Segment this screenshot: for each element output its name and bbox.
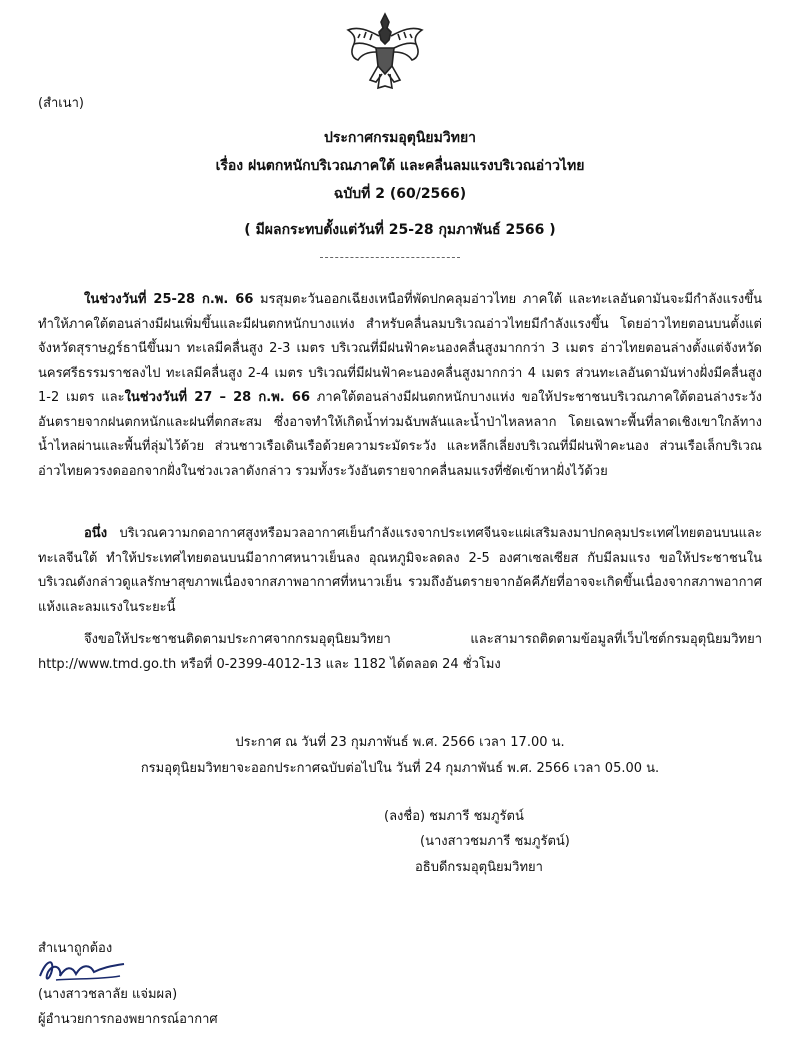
paragraph-cold-air xyxy=(38,522,762,620)
cold-air-text: บริเวณความกดอากาศสูงหรือมวลอากาศเย็นกำลังแรงจากประเทศจีนจะแผ่เสริมลงมาปกคลุมประเทศไทยตอนบนและทะเลจีนใต้ ทำให้ประเทศไทยตอนบนมีอากาศหนาวเย็นลง อุณหภูมิจะลดลง 2-5 องศาเซลเซียส กับมีลมแรง ขอให้ประชาชนในบริเวณดังกล่าวดูแลรักษาสุขภาพเนื่องจากสภาพอากาศที่หนาวเย็น รวมถึงอันตรายจากอัคคีภัยที่อาจจะเกิดขึ้นเนื่องจากสภาพอากาศแห้งและลมแรงในระยะนี้ xyxy=(38,526,762,615)
announcement-date: ประกาศ ณ วันที่ 23 กุมภาพันธ์ พ.ศ. 2566 เวลา 17.00 น. xyxy=(235,735,565,750)
forecast-period-2: ในช่วงวันที่ 27 – 28 ก.พ. 66 xyxy=(124,390,310,405)
forecast-text-1: มรสุมตะวันออกเฉียงเหนือที่พัดปกคลุมอ่าวไทย ภาคใต้ และทะเลอันดามันจะมีกำลังแรงขึ้น ทำให้ภาคใต้ตอนล่างมีฝนเพิ่มขึ้นและมีฝนตกหนักบางแห่ง สำหรับคลื่นลมบริเวณอ่าวไทยมีกำลังแรงขึ้น โดยอ่าวไทยตอนบนตั้งแต่จังหวัดสุราษฎร์ธานีขึ้นมา ทะเลมีคลื่นสูง 2-3 เมตร บริเวณที่มีฝนฟ้าคะนองคลื่นสูงมากกว่า 3 เมตร อ่าวไทยตอนล่างตั้งแต่จังหวัดนครศรีธรรมราชลงไป ทะเลมีคลื่นสูง 2-4 เมตร บริเวณที่มีฝนฟ้าคะนองคลื่นสูงมากกว่า 4 เมตร ส่วนทะเลอันดามันห่างฝั่งมีคลื่นสูง 1-2 เมตร และ xyxy=(38,292,763,405)
header-divider xyxy=(320,257,460,258)
certified-copy-label: สำเนาถูกต้อง xyxy=(38,941,113,956)
signatory-name: (นางสาวชมภารี ชมภูรัตน์) xyxy=(420,834,570,849)
copy-tag: (สำเนา) xyxy=(38,96,85,111)
certifier-position: ผู้อำนวยการกองพยากรณ์อากาศ xyxy=(38,1012,218,1027)
announcement-subject: เรื่อง ฝนตกหนักบริเวณภาคใต้ และคลื่นลมแรงบริเวณอ่าวไทย xyxy=(215,158,585,174)
announcement-org-title: ประกาศกรมอุตุนิยมวิทยา xyxy=(323,130,477,146)
signatory-position: อธิบดีกรมอุตุนิยมวิทยา xyxy=(415,860,543,875)
paragraph-contact: จึงขอให้ประชาชนติดตามประกาศจากกรมอุตุนิยมวิทยา และสามารถติดตามข้อมูลที่เว็บไซต์กรมอุตุนิยมวิทยา http://www.tmd.go.th หรือที่ 0-2399-4012-13 และ 1182 ได้ตลอด 24 ชั่วโมง xyxy=(38,632,762,672)
signature-line: (ลงชื่อ) ชมภารี ชมภูรัตน์ xyxy=(384,809,524,824)
announcement-effective-period: ( มีผลกระทบตั้งแต่วันที่ 25-28 กุมภาพันธ์ 2566 ) xyxy=(244,222,556,238)
garuda-emblem-icon xyxy=(340,8,430,94)
paragraph-main-forecast xyxy=(38,288,762,484)
cold-air-lead: อนึ่ง xyxy=(84,526,108,541)
forecast-period-1: ในช่วงวันที่ 25-28 ก.พ. 66 xyxy=(84,292,254,307)
forecast-text-2: ภาคใต้ตอนล่างมีฝนตกหนักบางแห่ง ขอให้ประชาชนบริเวณภาคใต้ตอนล่างระวังอันตรายจากฝนตกหนักและฝนที่ตกสะสม ซึ่งอาจทำให้เกิดน้ำท่วมฉับพลันและน้ำป่าไหลหลาก โดยเฉพาะพื้นที่ลาดเชิงเขาใกล้ทางน้ำไหลผ่านและพื้นที่ลุ่มไว้ด้วย ส่วนชาวเรือเดินเรือด้วยความระมัดระวัง และหลีกเลี่ยงบริเวณที่มีฝนฟ้าคะนอง ส่วนเรือเล็กบริเวณอ่าวไทยควรงดออกจากฝั่งในช่วงเวลาดังกล่าว รวมทั้งระวังอันตรายจากคลื่นลมแรงที่ซัดเข้าหาฝั่งไว้ด้วย xyxy=(38,390,762,479)
next-announcement: กรมอุตุนิยมวิทยาจะออกประกาศฉบับต่อไปใน วันที่ 24 กุมภาพันธ์ พ.ศ. 2566 เวลา 05.00 น. xyxy=(140,761,660,776)
certifier-name: (นางสาวชลาลัย แจ่มผล) xyxy=(38,987,178,1002)
announcement-number: ฉบับที่ 2 (60/2566) xyxy=(333,186,467,202)
